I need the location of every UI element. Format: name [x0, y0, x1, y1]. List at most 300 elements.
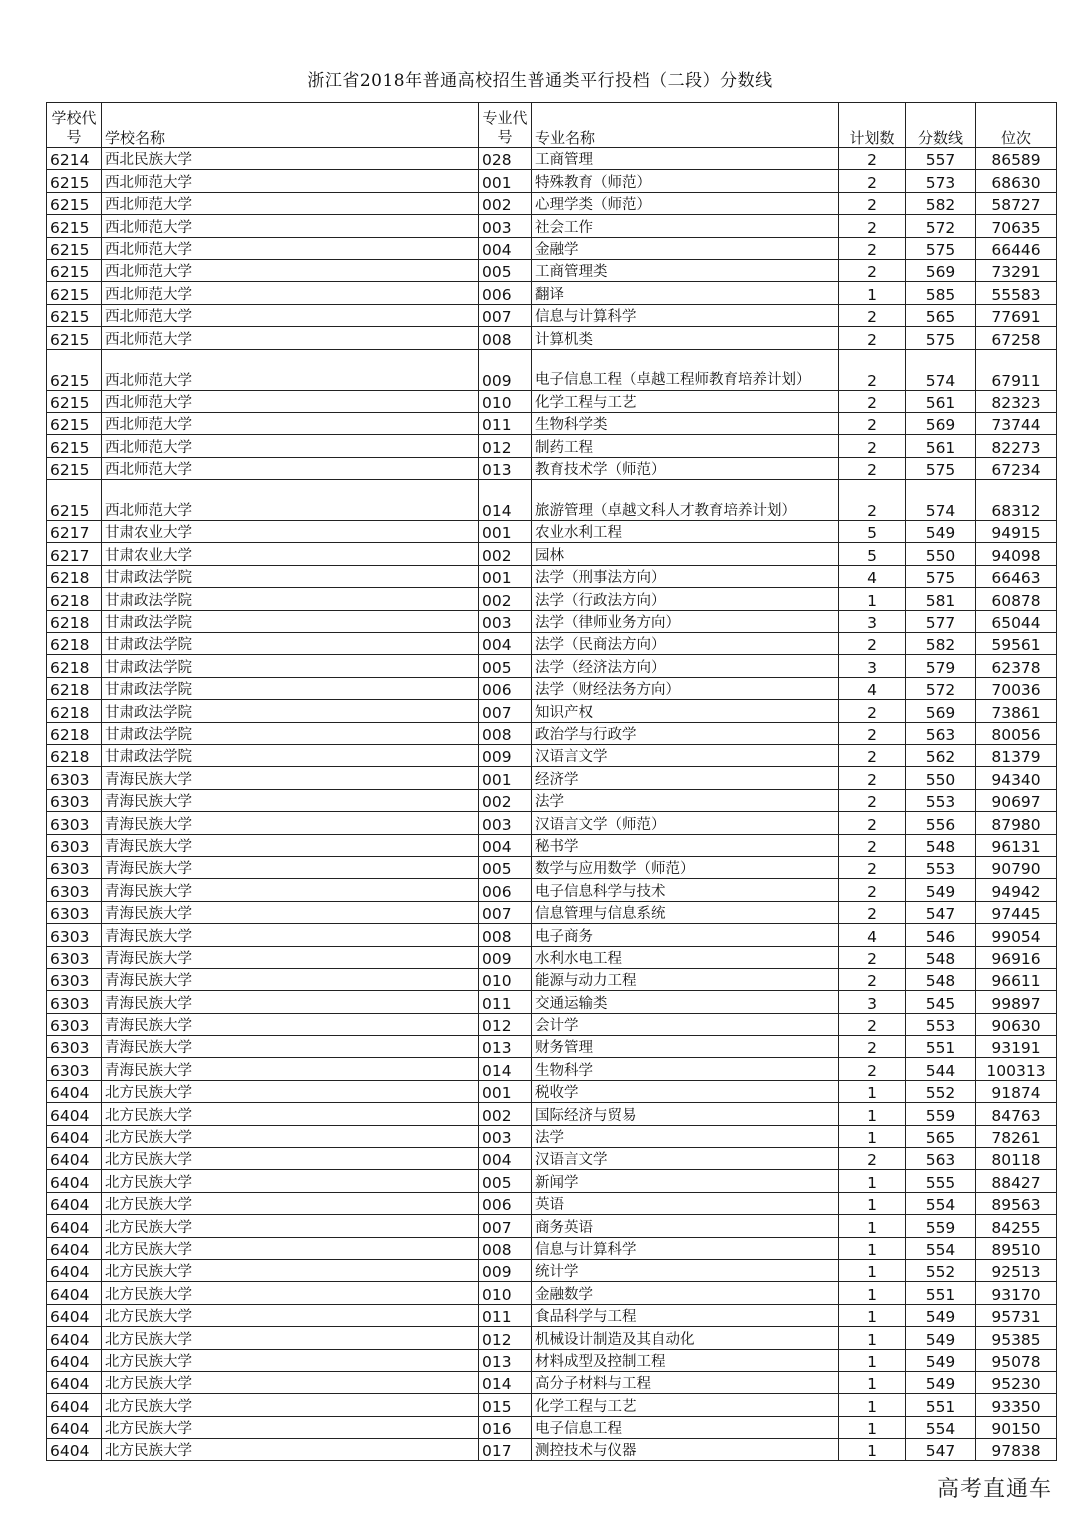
cell-plan: 2: [839, 457, 906, 479]
cell-rank: 82323: [976, 390, 1057, 412]
cell-school-code: 6303: [47, 991, 102, 1013]
cell-major-name: 交通运输类: [532, 991, 839, 1013]
cell-school-code: 6404: [47, 1237, 102, 1259]
cell-score: 549: [906, 1371, 976, 1393]
cell-major-name: 工商管理: [532, 148, 839, 170]
cell-major-name: 法学（民商法方向）: [532, 633, 839, 655]
cell-major-code: 009: [479, 349, 532, 390]
table-row: [47, 215, 1057, 237]
cell-score: 561: [906, 390, 976, 412]
cell-school-name: 北方民族大学: [102, 1394, 479, 1416]
cell-major-code: 006: [479, 282, 532, 304]
cell-school-name: 北方民族大学: [102, 1304, 479, 1326]
table-row: [47, 879, 1057, 901]
cell-major-name: 英语: [532, 1192, 839, 1214]
cell-rank: 100313: [976, 1058, 1057, 1080]
cell-major-code: 007: [479, 901, 532, 923]
cell-major-name: 法学（财经法务方向）: [532, 677, 839, 699]
cell-score: 569: [906, 412, 976, 434]
cell-school-name: 西北民族大学: [102, 148, 479, 170]
cell-rank: 77691: [976, 304, 1057, 326]
cell-score: 559: [906, 1103, 976, 1125]
cell-plan: 1: [839, 1192, 906, 1214]
cell-score: 575: [906, 565, 976, 587]
cell-major-code: 002: [479, 192, 532, 214]
cell-major-code: 004: [479, 633, 532, 655]
cell-major-name: 生物科学: [532, 1058, 839, 1080]
cell-score: 561: [906, 435, 976, 457]
cell-rank: 60878: [976, 588, 1057, 610]
cell-major-name: 法学（行政法方向）: [532, 588, 839, 610]
cell-major-name: 特殊教育（师范）: [532, 170, 839, 192]
cell-major-name: 水利水电工程: [532, 946, 839, 968]
cell-plan: 2: [839, 700, 906, 722]
cell-plan: 1: [839, 282, 906, 304]
header-school-code: 学校代号: [47, 103, 102, 148]
table-row: [47, 901, 1057, 923]
table-row: [47, 1349, 1057, 1371]
cell-major-code: 006: [479, 677, 532, 699]
table-row: [47, 170, 1057, 192]
cell-school-name: 北方民族大学: [102, 1349, 479, 1371]
cell-school-code: 6404: [47, 1394, 102, 1416]
cell-school-name: 西北师范大学: [102, 304, 479, 326]
cell-school-code: 6303: [47, 879, 102, 901]
table-row: [47, 390, 1057, 412]
cell-school-code: 6218: [47, 700, 102, 722]
cell-major-code: 028: [479, 148, 532, 170]
cell-rank: 67911: [976, 349, 1057, 390]
cell-school-name: 北方民族大学: [102, 1215, 479, 1237]
cell-plan: 2: [839, 435, 906, 457]
cell-school-name: 北方民族大学: [102, 1192, 479, 1214]
cell-score: 548: [906, 946, 976, 968]
cell-major-name: 社会工作: [532, 215, 839, 237]
table-row: [47, 412, 1057, 434]
table-row: [47, 1192, 1057, 1214]
cell-school-code: 6404: [47, 1439, 102, 1461]
cell-plan: 2: [839, 480, 906, 521]
table-row: [47, 1215, 1057, 1237]
cell-plan: 2: [839, 304, 906, 326]
cell-major-name: 金融数学: [532, 1282, 839, 1304]
cell-school-name: 西北师范大学: [102, 259, 479, 281]
cell-school-name: 西北师范大学: [102, 192, 479, 214]
cell-major-code: 014: [479, 480, 532, 521]
cell-school-code: 6215: [47, 435, 102, 457]
cell-rank: 68630: [976, 170, 1057, 192]
cell-plan: 2: [839, 767, 906, 789]
cell-school-code: 6303: [47, 812, 102, 834]
table-row: [47, 1080, 1057, 1102]
table-row: [47, 968, 1057, 990]
cell-major-code: 010: [479, 968, 532, 990]
cell-plan: 2: [839, 946, 906, 968]
cell-major-name: 机械设计制造及其自动化: [532, 1327, 839, 1349]
cell-school-code: 6215: [47, 304, 102, 326]
cell-major-code: 012: [479, 1013, 532, 1035]
cell-plan: 2: [839, 879, 906, 901]
cell-major-code: 008: [479, 1237, 532, 1259]
cell-school-code: 6404: [47, 1170, 102, 1192]
cell-rank: 93170: [976, 1282, 1057, 1304]
cell-major-name: 新闻学: [532, 1170, 839, 1192]
cell-rank: 82273: [976, 435, 1057, 457]
cell-rank: 93191: [976, 1036, 1057, 1058]
cell-plan: 2: [839, 259, 906, 281]
cell-rank: 66463: [976, 565, 1057, 587]
cell-major-code: 005: [479, 655, 532, 677]
cell-school-code: 6404: [47, 1215, 102, 1237]
cell-major-code: 002: [479, 543, 532, 565]
cell-rank: 59561: [976, 633, 1057, 655]
cell-school-code: 6218: [47, 565, 102, 587]
table-row: [47, 565, 1057, 587]
cell-rank: 80118: [976, 1148, 1057, 1170]
cell-major-code: 001: [479, 565, 532, 587]
cell-major-code: 001: [479, 521, 532, 543]
cell-school-name: 西北师范大学: [102, 412, 479, 434]
cell-plan: 1: [839, 1170, 906, 1192]
cell-school-code: 6217: [47, 521, 102, 543]
cell-score: 582: [906, 633, 976, 655]
cell-major-name: 电子信息工程（卓越工程师教育培养计划）: [532, 349, 839, 390]
cell-school-code: 6218: [47, 677, 102, 699]
table-row: [47, 282, 1057, 304]
cell-score: 569: [906, 700, 976, 722]
cell-major-name: 汉语言文学（师范）: [532, 812, 839, 834]
cell-plan: 4: [839, 677, 906, 699]
table-row: [47, 1327, 1057, 1349]
cell-school-name: 北方民族大学: [102, 1327, 479, 1349]
cell-score: 551: [906, 1036, 976, 1058]
cell-school-name: 青海民族大学: [102, 879, 479, 901]
cell-rank: 93350: [976, 1394, 1057, 1416]
cell-major-name: 法学（律师业务方向）: [532, 610, 839, 632]
cell-rank: 78261: [976, 1125, 1057, 1147]
cell-rank: 70036: [976, 677, 1057, 699]
cell-major-name: 食品科学与工程: [532, 1304, 839, 1326]
cell-school-code: 6218: [47, 633, 102, 655]
cell-rank: 90630: [976, 1013, 1057, 1035]
cell-major-code: 004: [479, 237, 532, 259]
cell-major-code: 004: [479, 1148, 532, 1170]
cell-school-code: 6215: [47, 192, 102, 214]
cell-major-name: 税收学: [532, 1080, 839, 1102]
cell-score: 577: [906, 610, 976, 632]
cell-school-name: 北方民族大学: [102, 1170, 479, 1192]
cell-school-name: 北方民族大学: [102, 1371, 479, 1393]
cell-score: 565: [906, 1125, 976, 1147]
cell-school-name: 青海民族大学: [102, 834, 479, 856]
table-row: [47, 543, 1057, 565]
cell-school-name: 西北师范大学: [102, 349, 479, 390]
cell-school-name: 青海民族大学: [102, 789, 479, 811]
cell-school-code: 6214: [47, 148, 102, 170]
cell-score: 545: [906, 991, 976, 1013]
table-row: [47, 435, 1057, 457]
cell-score: 562: [906, 744, 976, 766]
cell-plan: 2: [839, 856, 906, 878]
cell-rank: 99054: [976, 924, 1057, 946]
cell-school-name: 北方民族大学: [102, 1080, 479, 1102]
cell-major-name: 生物科学类: [532, 412, 839, 434]
table-row: [47, 655, 1057, 677]
table-row: [47, 1058, 1057, 1080]
cell-plan: 1: [839, 1327, 906, 1349]
cell-score: 574: [906, 349, 976, 390]
cell-school-name: 青海民族大学: [102, 946, 479, 968]
cell-major-name: 电子商务: [532, 924, 839, 946]
cell-major-name: 制药工程: [532, 435, 839, 457]
cell-plan: 2: [839, 148, 906, 170]
cell-major-code: 011: [479, 991, 532, 1013]
cell-rank: 81379: [976, 744, 1057, 766]
cell-school-code: 6404: [47, 1371, 102, 1393]
table-row: [47, 1170, 1057, 1192]
cell-rank: 96131: [976, 834, 1057, 856]
cell-major-code: 002: [479, 789, 532, 811]
cell-major-name: 金融学: [532, 237, 839, 259]
cell-major-name: 知识产权: [532, 700, 839, 722]
table-row: [47, 457, 1057, 479]
cell-rank: 94340: [976, 767, 1057, 789]
cell-major-code: 012: [479, 1327, 532, 1349]
cell-major-name: 翻译: [532, 282, 839, 304]
cell-school-name: 西北师范大学: [102, 282, 479, 304]
cell-school-name: 甘肃政法学院: [102, 565, 479, 587]
cell-major-code: 005: [479, 856, 532, 878]
table-row: [47, 789, 1057, 811]
cell-score: 554: [906, 1416, 976, 1438]
cell-school-name: 北方民族大学: [102, 1237, 479, 1259]
cell-school-name: 北方民族大学: [102, 1439, 479, 1461]
cell-plan: 3: [839, 610, 906, 632]
table-row: [47, 1036, 1057, 1058]
table-row: [47, 946, 1057, 968]
cell-major-code: 006: [479, 879, 532, 901]
cell-school-code: 6303: [47, 1036, 102, 1058]
cell-major-code: 013: [479, 457, 532, 479]
cell-major-name: 汉语言文学: [532, 744, 839, 766]
cell-score: 553: [906, 789, 976, 811]
cell-rank: 87980: [976, 812, 1057, 834]
cell-major-code: 010: [479, 390, 532, 412]
cell-plan: 2: [839, 1013, 906, 1035]
cell-major-code: 015: [479, 1394, 532, 1416]
page-title: 浙江省2018年普通高校招生普通类平行投档（二段）分数线: [307, 71, 773, 91]
cell-rank: 95731: [976, 1304, 1057, 1326]
cell-plan: 1: [839, 1259, 906, 1281]
cell-plan: 5: [839, 543, 906, 565]
cell-major-name: 教育技术学（师范）: [532, 457, 839, 479]
cell-school-name: 西北师范大学: [102, 215, 479, 237]
cell-major-name: 能源与动力工程: [532, 968, 839, 990]
cell-plan: 1: [839, 1394, 906, 1416]
cell-rank: 95230: [976, 1371, 1057, 1393]
header-plan: 计划数: [839, 103, 906, 148]
cell-school-code: 6215: [47, 170, 102, 192]
cell-plan: 2: [839, 192, 906, 214]
table-row: [47, 148, 1057, 170]
cell-major-name: 汉语言文学: [532, 1148, 839, 1170]
cell-major-code: 016: [479, 1416, 532, 1438]
cell-plan: 1: [839, 1080, 906, 1102]
cell-major-name: 旅游管理（卓越文科人才教育培养计划）: [532, 480, 839, 521]
cell-school-name: 西北师范大学: [102, 435, 479, 457]
cell-score: 551: [906, 1394, 976, 1416]
cell-school-code: 6404: [47, 1327, 102, 1349]
cell-score: 549: [906, 1304, 976, 1326]
cell-score: 554: [906, 1192, 976, 1214]
cell-school-code: 6215: [47, 480, 102, 521]
cell-school-code: 6215: [47, 349, 102, 390]
cell-plan: 2: [839, 633, 906, 655]
header-major-code: 专业代号: [479, 103, 532, 148]
table-row: [47, 633, 1057, 655]
cell-score: 572: [906, 215, 976, 237]
cell-score: 582: [906, 192, 976, 214]
cell-major-name: 法学: [532, 1125, 839, 1147]
cell-school-name: 青海民族大学: [102, 901, 479, 923]
cell-rank: 97838: [976, 1439, 1057, 1461]
cell-plan: 1: [839, 1103, 906, 1125]
cell-score: 553: [906, 856, 976, 878]
table-row: [47, 1282, 1057, 1304]
cell-major-code: 013: [479, 1036, 532, 1058]
cell-rank: 67234: [976, 457, 1057, 479]
cell-rank: 62378: [976, 655, 1057, 677]
cell-school-code: 6215: [47, 237, 102, 259]
header-school-name: 学校名称: [102, 103, 479, 148]
cell-school-name: 北方民族大学: [102, 1103, 479, 1125]
cell-major-code: 012: [479, 435, 532, 457]
cell-school-name: 甘肃政法学院: [102, 722, 479, 744]
table-row: [47, 924, 1057, 946]
cell-school-name: 青海民族大学: [102, 991, 479, 1013]
cell-rank: 89563: [976, 1192, 1057, 1214]
cell-school-code: 6303: [47, 1058, 102, 1080]
cell-school-name: 青海民族大学: [102, 812, 479, 834]
cell-school-name: 甘肃政法学院: [102, 700, 479, 722]
cell-school-name: 西北师范大学: [102, 390, 479, 412]
cell-rank: 55583: [976, 282, 1057, 304]
cell-rank: 94915: [976, 521, 1057, 543]
cell-major-code: 008: [479, 924, 532, 946]
cell-plan: 2: [839, 722, 906, 744]
cell-major-code: 001: [479, 767, 532, 789]
table-row: [47, 722, 1057, 744]
cell-major-name: 法学: [532, 789, 839, 811]
cell-plan: 1: [839, 1349, 906, 1371]
cell-school-code: 6217: [47, 543, 102, 565]
cell-school-code: 6215: [47, 215, 102, 237]
cell-score: 547: [906, 1439, 976, 1461]
table-row: [47, 677, 1057, 699]
cell-score: 548: [906, 834, 976, 856]
cell-major-code: 007: [479, 304, 532, 326]
table-row: [47, 1259, 1057, 1281]
cell-score: 549: [906, 879, 976, 901]
table-row: [47, 1148, 1057, 1170]
cell-plan: 2: [839, 215, 906, 237]
cell-major-code: 001: [479, 1080, 532, 1102]
cell-plan: 1: [839, 1282, 906, 1304]
cell-plan: 2: [839, 1036, 906, 1058]
table-row: [47, 1394, 1057, 1416]
cell-plan: 1: [839, 1416, 906, 1438]
cell-plan: 1: [839, 588, 906, 610]
cell-rank: 65044: [976, 610, 1057, 632]
cell-school-code: 6404: [47, 1103, 102, 1125]
cell-major-code: 003: [479, 1125, 532, 1147]
cell-major-name: 国际经济与贸易: [532, 1103, 839, 1125]
cell-school-code: 6218: [47, 588, 102, 610]
cell-rank: 90150: [976, 1416, 1057, 1438]
cell-school-code: 6404: [47, 1125, 102, 1147]
cell-major-code: 003: [479, 610, 532, 632]
cell-score: 559: [906, 1215, 976, 1237]
cell-school-code: 6303: [47, 901, 102, 923]
cell-plan: 1: [839, 1237, 906, 1259]
cell-school-name: 甘肃农业大学: [102, 521, 479, 543]
table-row: [47, 744, 1057, 766]
table-row: [47, 237, 1057, 259]
cell-major-name: 化学工程与工艺: [532, 1394, 839, 1416]
table-row: [47, 259, 1057, 281]
cell-school-code: 6218: [47, 655, 102, 677]
cell-school-code: 6404: [47, 1148, 102, 1170]
cell-major-name: 高分子材料与工程: [532, 1371, 839, 1393]
cell-rank: 94098: [976, 543, 1057, 565]
table-row: [47, 588, 1057, 610]
table-row: [47, 812, 1057, 834]
cell-major-code: 009: [479, 946, 532, 968]
header-score: 分数线: [906, 103, 976, 148]
cell-major-code: 002: [479, 588, 532, 610]
cell-major-code: 003: [479, 812, 532, 834]
cell-school-code: 6303: [47, 767, 102, 789]
cell-rank: 58727: [976, 192, 1057, 214]
cell-score: 569: [906, 259, 976, 281]
table-row: [47, 1371, 1057, 1393]
cell-score: 552: [906, 1259, 976, 1281]
cell-rank: 73861: [976, 700, 1057, 722]
cell-major-code: 014: [479, 1371, 532, 1393]
cell-major-code: 006: [479, 1192, 532, 1214]
cell-plan: 2: [839, 412, 906, 434]
cell-rank: 84255: [976, 1215, 1057, 1237]
cell-school-name: 甘肃政法学院: [102, 655, 479, 677]
cell-score: 563: [906, 722, 976, 744]
cell-score: 546: [906, 924, 976, 946]
cell-score: 548: [906, 968, 976, 990]
cell-school-code: 6404: [47, 1080, 102, 1102]
cell-plan: 1: [839, 1125, 906, 1147]
table-row: [47, 1237, 1057, 1259]
cell-major-name: 化学工程与工艺: [532, 390, 839, 412]
cell-rank: 89510: [976, 1237, 1057, 1259]
cell-plan: 2: [839, 901, 906, 923]
cell-rank: 70635: [976, 215, 1057, 237]
cell-plan: 2: [839, 390, 906, 412]
cell-major-code: 005: [479, 1170, 532, 1192]
cell-major-name: 材料成型及控制工程: [532, 1349, 839, 1371]
cell-plan: 2: [839, 968, 906, 990]
header-major-name: 专业名称: [532, 103, 839, 148]
cell-school-code: 6215: [47, 412, 102, 434]
cell-school-code: 6215: [47, 327, 102, 349]
